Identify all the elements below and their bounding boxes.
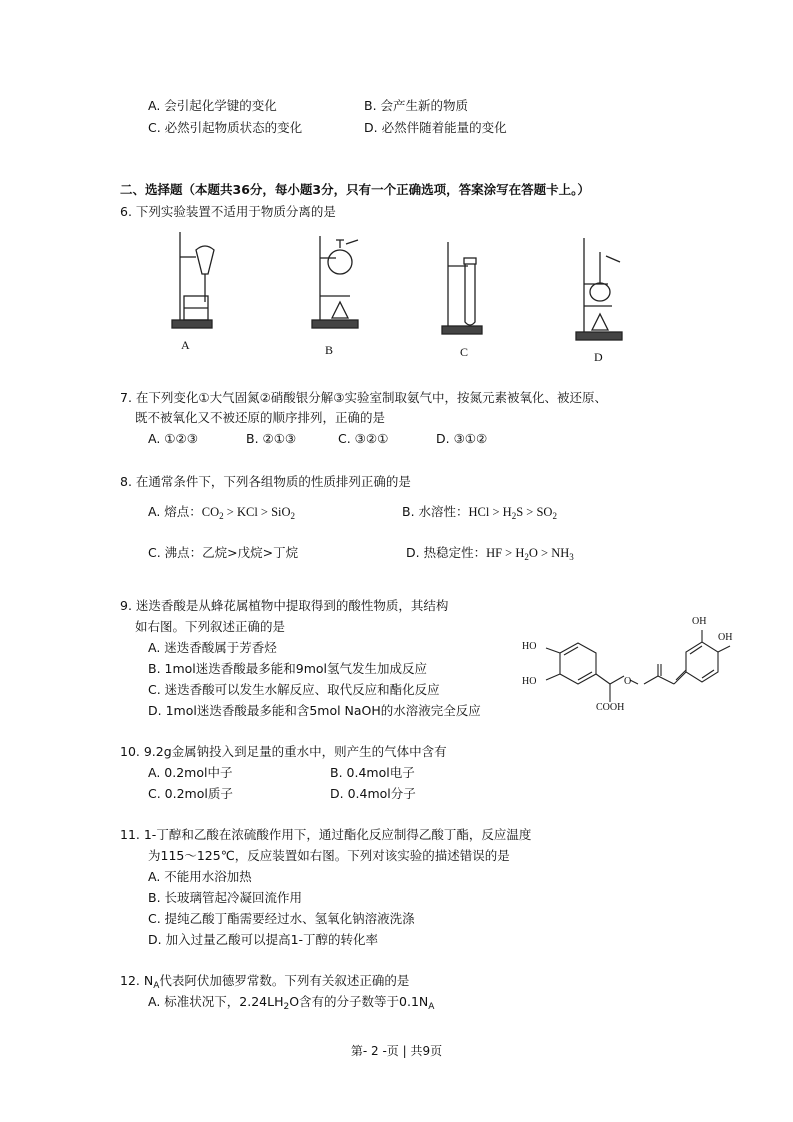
apparatus-label-a: A bbox=[181, 338, 190, 352]
q7-option-c: C. ③②① bbox=[338, 431, 389, 446]
q10-option-a: A. 0.2mol中子 bbox=[148, 765, 233, 780]
q11-stem-line1: 11. 1-丁醇和乙酸在浓硫酸作用下，通过酯化反应制得乙酸丁酯，反应温度 bbox=[120, 827, 532, 842]
q11-stem-line2: 为115～125℃，反应装置如右图。下列对该实验的描述错误的是 bbox=[148, 848, 510, 863]
q9-option-d: D. 1mol迷迭香酸最多能和含5mol NaOH的水溶液完全反应 bbox=[148, 703, 481, 718]
q7-stem-line1: 7. 在下列变化①大气固氮②硝酸银分解③实验室制取氨气中，按氮元素被氧化、被还原、 bbox=[120, 390, 608, 405]
apparatus-a-separatory-funnel bbox=[172, 232, 214, 328]
q8-stem: 8. 在通常条件下，下列各组物质的性质排列正确的是 bbox=[120, 474, 411, 489]
apparatus-label-c: C bbox=[460, 345, 469, 359]
q9-stem-line1: 9. 迷迭香酸是从蜂花属植物中提取得到的酸性物质，其结构 bbox=[120, 598, 449, 613]
q9-option-c: C. 迷迭香酸可以发生水解反应、取代反应和酯化反应 bbox=[148, 682, 440, 697]
structure-label-oh-right: OH bbox=[718, 632, 733, 643]
q9-stem-line2: 如右图。下列叙述正确的是 bbox=[135, 619, 286, 634]
q10-option-c: C. 0.2mol质子 bbox=[148, 786, 233, 801]
q5-option-c: C. 必然引起物质状态的变化 bbox=[148, 120, 303, 135]
q11-option-b: B. 长玻璃管起冷凝回流作用 bbox=[148, 890, 303, 905]
q5-option-d: D. 必然伴随着能量的变化 bbox=[364, 120, 507, 135]
q12-option-a: A. 标准状况下，$2.24LH_2O$含有的分子数等于$0.1N_A$ bbox=[148, 994, 435, 1012]
q10-stem: 10. 9.2g金属钠投入到足量的重水中，则产生的气体中含有 bbox=[120, 744, 447, 759]
q5-option-a: A. 会引起化学键的变化 bbox=[148, 98, 277, 113]
q6-stem: 6. 下列实验装置不适用于物质分离的是 bbox=[120, 204, 336, 219]
q11-option-d: D. 加入过量乙酸可以提高1-丁醇的转化率 bbox=[148, 932, 379, 947]
q7-option-b: B. ②①③ bbox=[246, 431, 297, 446]
q9-option-b: B. 1mol迷迭香酸最多能和9mol氢气发生加成反应 bbox=[148, 661, 428, 676]
structure-label-o: O bbox=[624, 676, 632, 687]
q8-option-a: A. 熔点：$CO_2$ > KCl > SiO$_2$ bbox=[148, 504, 296, 521]
q12-stem: 12. $N_A$代表阿伏加德罗常数。下列有关叙述正确的是 bbox=[120, 973, 410, 991]
structure-label-ho-top: HO bbox=[522, 641, 537, 652]
apparatus-d-distillation bbox=[576, 238, 622, 340]
q5-option-b: B. 会产生新的物质 bbox=[364, 98, 469, 113]
section-title: 二、选择题（本题共36分，每小题3分，只有一个正确选项，答案涂写在答题卡上。） bbox=[120, 182, 590, 197]
q11-option-c: C. 提纯乙酸丁酯需要经过水、氢氧化钠溶液洗涤 bbox=[148, 911, 415, 926]
q8-option-d: D. 热稳定性：HF > $H_2O > NH_3$ bbox=[406, 545, 574, 562]
q7-option-d: D. ③①② bbox=[436, 431, 488, 446]
apparatus-c-test-tube bbox=[442, 242, 482, 334]
structure-label-ho-bottom: HO bbox=[522, 676, 537, 687]
q11-option-a: A. 不能用水浴加热 bbox=[148, 869, 252, 884]
q8-option-c: C. 沸点：乙烷>戊烷>丁烷 bbox=[148, 545, 299, 560]
q7-option-a: A. ①②③ bbox=[148, 431, 198, 446]
q8-option-b: B. 水溶性：HCl > $H_2S > SO_2$ bbox=[402, 504, 557, 521]
structure-label-cooh: COOH bbox=[596, 702, 625, 713]
q9-option-a: A. 迷迭香酸属于芳香烃 bbox=[148, 640, 277, 655]
apparatus-label-b: B bbox=[325, 343, 334, 357]
page-footer: 第- 2 -页 | 共9页 bbox=[350, 1044, 443, 1058]
q10-option-b: B. 0.4mol电子 bbox=[330, 765, 415, 780]
apparatus-label-d: D bbox=[594, 350, 603, 364]
apparatus-b-heating-flask bbox=[312, 236, 358, 328]
structure-label-oh-top: OH bbox=[692, 616, 707, 627]
q7-stem-line2: 既不被氧化又不被还原的顺序排列，正确的是 bbox=[135, 410, 386, 425]
q6-apparatus-figure bbox=[150, 222, 710, 367]
q10-option-d: D. 0.4mol分子 bbox=[330, 786, 416, 801]
